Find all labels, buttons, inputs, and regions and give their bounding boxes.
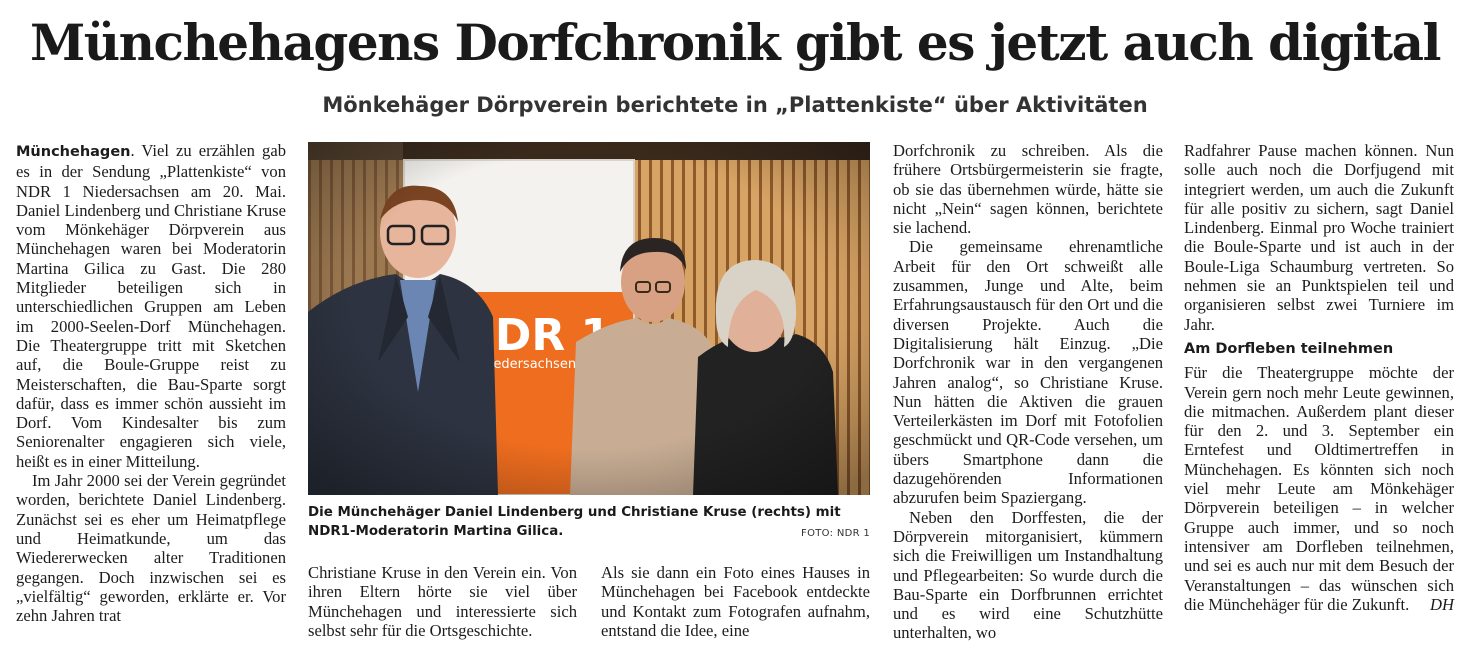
article-column-3 — [893, 141, 1163, 643]
article-photo — [308, 142, 870, 495]
paragraph: Dorfchronik zu schreiben. Als die frühere Ortsbürgermeisterin sie fragte, ob sie das übernehmen würde, hätte sie nicht „Nein“ sagen können, berichtete sie lachend. — [893, 141, 1163, 238]
paragraph: Als sie dann ein Foto eines Hauses in Münchehagen bei Facebook entdeckte und Kontakt zum Fotografen aufnahm, entstand die Idee, eine — [601, 563, 870, 640]
paragraph: Die gemeinsame ehrenamtliche Arbeit für den Ort schweißt alle zusammen, Junge und Alte, beim Erfahrungsaustausch für den Ort und die diversen Projekte. Auch die Digitalisierung hält Einzug. „Die Dorfchronik war in den vergangenen Jahren analog“, so Christiane Kruse. Nun hätten die Aktiven die grauen Verteilerkästen im Dorf mit Fotofolien geschmückt und QR-Code versehen, um übers Smartphone dann die dazugehörenden Informationen abzurufen beim Spaziergang. — [893, 237, 1163, 508]
paragraph: Neben den Dorffesten, die der Dörpverein mitorganisiert, kümmern sich die Freiwilligen um Instandhaltung und Pflegearbeiten: So wurde durch die Bau-Sparte ein Dorfbrunnen errichtet und es wird eine Schutzhütte unterhalten, wo — [893, 507, 1163, 643]
paragraph: Christiane Kruse in den Verein ein. Von ihren Eltern hörte sie viel über Münchehagen und interessierte sich selbst sehr für die Ortsgeschichte. — [308, 563, 577, 640]
article-column-1 — [16, 141, 286, 625]
paragraph: Im Jahr 2000 sei der Verein gegründet worden, berichtete Daniel Lindenberg. Zunächst sei es eher um Heimatpflege und Heimatkunde, um das Wiedererwecken alter Traditionen gegangen. Doch inzwischen sei es „vielfältig“ geworden, erklärte er. Vor zehn Jahren trat — [16, 471, 286, 626]
paragraph-text: . Viel zu erzählen gab es in der Sendung „Plattenkiste“ von NDR 1 Niedersachsen am 20. Mai. Daniel Lindenberg und Christiane Kruse vom Mönkehäger Dörpverein aus Münchehagen waren bei Moderatorin Martina Gilica zu Gast. Die 280 Mitglieder beteiligen sich in unterschiedlichen Gruppen am Leben im 2000-Seelen-Dorf Münchehagen. Die Theatergruppe tritt mit Sketchen auf, die Boule-Gruppe reist zu Meisterschaften, die Bau-Sparte sorgt dafür, dass es immer schön aussieht im Dorf. Vom Kindesalter bis zum Seniorenalter engagieren sich viele, heißt es in einer Mitteilung. — [16, 141, 286, 471]
headline: Münchehagens Dorfchronik gibt es jetzt auch digital — [29, 13, 1441, 72]
article-column-2b — [601, 563, 870, 640]
subheadline: Mönkehäger Dörpverein berichtete in „Plattenkiste“ über Aktivitäten — [322, 93, 1148, 117]
article-column-2a — [308, 563, 577, 640]
photo-credit: FOTO: NDR 1 — [801, 528, 870, 539]
author-initials: DH — [1430, 594, 1454, 614]
paragraph: Radfahrer Pause machen können. Nun solle auch noch die Dorfjugend mit integriert werden, um auch die Zukunft für alle positiv zu sichern, sagt Daniel Lindenberg. Einmal pro Woche trainiert die Boule-Sparte und ist auch in der Boule-Liga Schaumburg vertreten. So nehmen sie an Punktspielen teil und organisieren selbst zwei Turniere im Jahr. — [1184, 141, 1454, 334]
article-column-4 — [1184, 141, 1454, 614]
paragraph-text: Für die Theatergruppe möchte der Verein gern noch mehr Leute gewinnen, die mitmachen. Außerdem plant dieser für den 2. und 3. September ein Erntefest und Oldtimertreffen in Münchehagen. Es könnten sich noch viel mehr Leute am Mönkehäger Dörpverein beteiligen – in welcher Gruppe auch immer, und so noch intensiver am Dorfleben teilnehmen, und sei es auch nur mit dem Besuch der Veranstaltungen – das wünschen sich die Münchehäger für die Zukunft. — [1184, 363, 1454, 614]
photo-caption: Die Münchehäger Daniel Lindenberg und Christiane Kruse (rechts) mit NDR1-Moderatorin Martina Gilica. — [308, 505, 841, 539]
section-subhead: Am Dorfleben teilnehmen — [1184, 340, 1394, 357]
dateline: Münchehagen — [16, 144, 131, 160]
paragraph — [16, 141, 286, 471]
paragraph — [1184, 363, 1454, 614]
photo-illustration — [308, 142, 870, 495]
